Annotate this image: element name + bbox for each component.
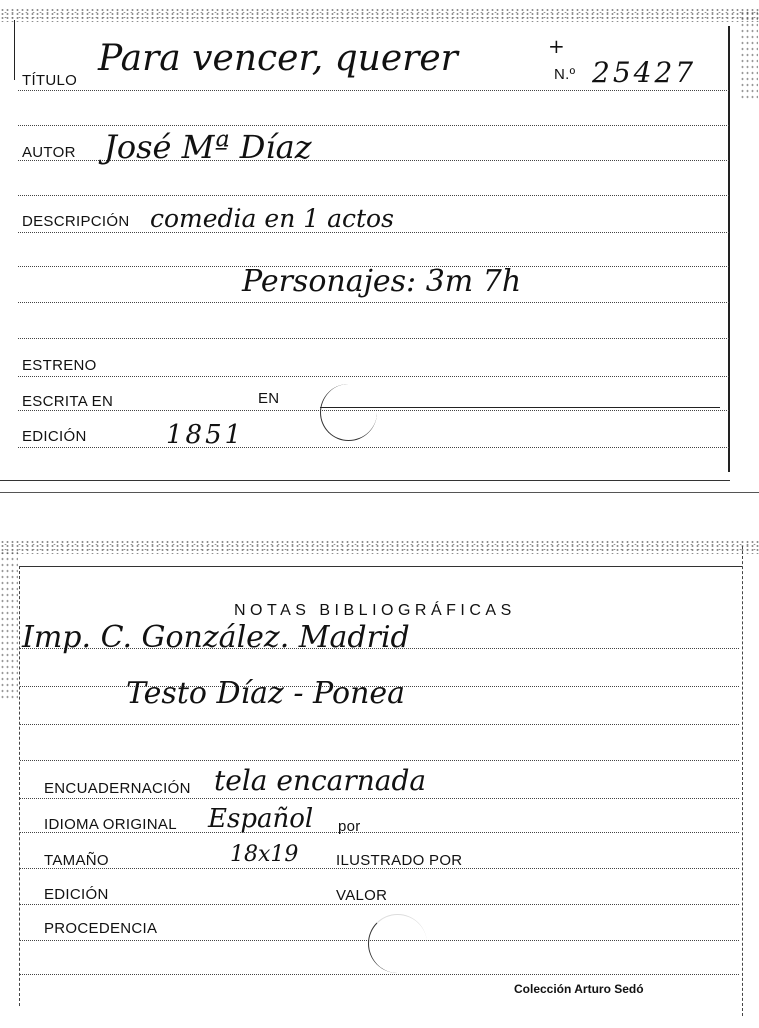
tamano-value: 18x19 — [230, 842, 299, 867]
encuadernacion-label: ENCUADERNACIÓN — [44, 780, 191, 797]
procedencia-label: PROCEDENCIA — [44, 920, 158, 937]
ilustrado-label: ILUSTRADO POR — [336, 852, 463, 869]
por-label: por — [338, 818, 361, 835]
descripcion-value: comedia en 1 actos — [150, 204, 394, 233]
ruled-line — [20, 724, 739, 725]
ruled-line — [20, 760, 739, 761]
card-top-edge — [0, 540, 759, 554]
idioma-label: IDIOMA ORIGINAL — [44, 816, 177, 833]
card-border-bottom — [0, 480, 730, 481]
ruled-line — [18, 195, 729, 196]
idioma-value: Español — [208, 804, 314, 834]
descripcion-label: DESCRIPCIÓN — [22, 213, 130, 230]
card-border-left — [14, 20, 15, 80]
numero-label: N.º — [554, 66, 576, 83]
ruled-line — [18, 302, 729, 303]
ruled-line — [18, 90, 729, 91]
tamano-label: TAMAÑO — [44, 852, 109, 869]
edicion-value: 1851 — [166, 420, 245, 450]
catalog-card-top — [0, 0, 759, 492]
numero-mark: + — [548, 34, 565, 58]
card-top-edge — [0, 8, 759, 22]
stamp-circle — [320, 384, 377, 441]
ruled-line — [20, 798, 739, 799]
numero-value: 25427 — [592, 56, 697, 89]
autor-label: AUTOR — [22, 144, 76, 161]
estreno-label: ESTRENO — [22, 357, 97, 374]
escrita-en-label: ESCRITA EN — [22, 393, 114, 410]
card-border-right — [728, 26, 730, 472]
edicion-label: EDICIÓN — [22, 428, 87, 445]
card-border-right — [742, 546, 743, 1016]
catalog-card-bottom — [0, 536, 759, 1028]
personajes-value: Personajes: 3m 7h — [242, 264, 522, 299]
encuadernacion-value: tela encarnada — [214, 764, 427, 797]
ruled-line — [20, 904, 739, 905]
card-border-top — [20, 566, 742, 567]
ruled-line — [20, 974, 739, 975]
valor-label: VALOR — [336, 887, 388, 904]
stamp-circle — [368, 914, 427, 973]
titulo-value: Para vencer, querer — [98, 38, 458, 79]
edge-speckle — [0, 550, 18, 700]
collection-footer: Colección Arturo Sedó — [514, 982, 644, 996]
edicion-label: EDICIÓN — [44, 886, 109, 903]
autor-value: José Mª Díaz — [104, 128, 312, 166]
note-line: Testo Díaz - Ponea — [126, 676, 406, 711]
en-label: EN — [258, 390, 280, 407]
edge-speckle — [740, 10, 758, 100]
card-separator — [0, 492, 759, 493]
notas-heading: NOTAS BIBLIOGRÁFICAS — [234, 602, 516, 619]
en-underline — [320, 407, 720, 408]
ruled-line — [18, 338, 729, 339]
titulo-label: TÍTULO — [22, 72, 78, 89]
note-line: Imp. C. González. Madrid — [22, 620, 410, 655]
ruled-line — [18, 125, 729, 126]
ruled-line — [18, 447, 729, 448]
ruled-line — [18, 376, 729, 377]
